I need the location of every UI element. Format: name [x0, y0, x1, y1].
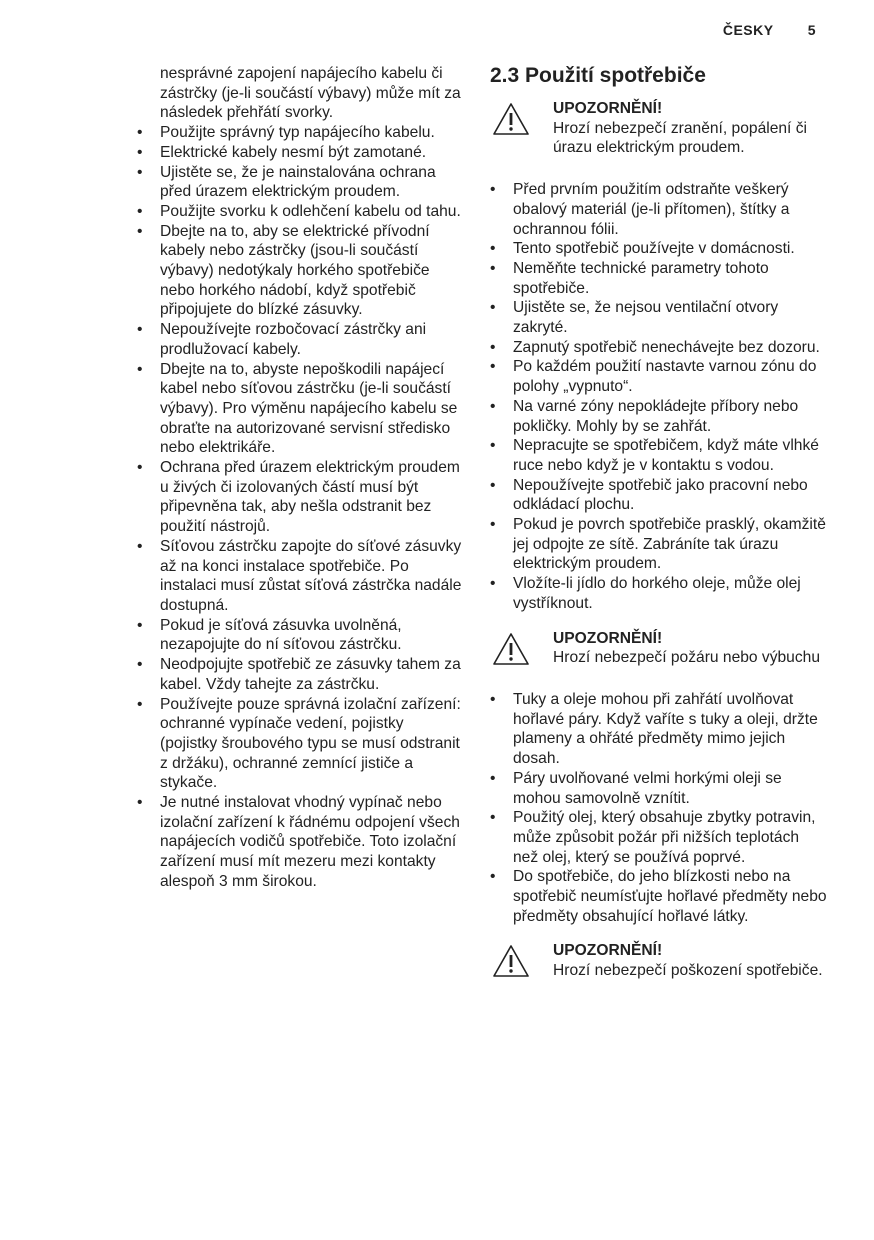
warning-triangle-icon [492, 102, 530, 136]
list-item: • Nepoužívejte spotřebič jako pracovní nebo odkládací plochu. [488, 476, 828, 515]
warning-triangle-icon [492, 632, 530, 666]
list-item: • Po každém použití nastavte varnou zónu do polohy „vypnuto“. [488, 357, 828, 396]
page-header [723, 22, 816, 38]
list-item: • Ochrana před úrazem elektrickým proudem u živých či izolovaných částí musí být připevněna tak, aby nešla odstranit bez použití nástrojů. [135, 458, 465, 537]
list-item: • Ujistěte se, že je nainstalována ochrana před úrazem elektrickým proudem. [135, 163, 465, 202]
list-item: • Pokud je síťová zásuvka uvolněná, nezapojujte do ní síťovou zástrčku. [135, 616, 465, 655]
language-label: ČESKY [722, 22, 774, 38]
list-item: • Pokud je povrch spotřebiče prasklý, okamžitě jej odpojte ze sítě. Zabráníte tak úrazu elektrickým proudem. [488, 515, 828, 574]
warning-text: Hrozí nebezpečí požáru nebo výbuchu [553, 649, 820, 667]
right-column [488, 64, 828, 1003]
list-item: • Je nutné instalovat vhodný vypínač nebo izolační zařízení k řádnému odpojení všech napájecích vodičů spotřebiče. Toto izolační zařízení musí mít mezeru mezi kontakty alespoň 3 mm širokou. [135, 793, 465, 892]
warning-title: UPOZORNĚNÍ! [553, 100, 663, 117]
list-item: • Neodpojujte spotřebič ze zásuvky tahem za kabel. Vždy tahejte za zástrčku. [135, 655, 465, 694]
list-item: • Nepracujte se spotřebičem, když máte vlhké ruce nebo když je v kontaktu s vodou. [488, 436, 828, 475]
list-item: • Zapnutý spotřebič nenechávejte bez dozoru. [488, 338, 828, 358]
list-item: • Elektrické kabely nesmí být zamotané. [135, 143, 465, 163]
list-item: • Do spotřebiče, do jeho blízkosti nebo na spotřebič neumísťujte hořlavé předměty nebo předměty obsahující hořlavé látky. [488, 867, 828, 926]
list-item: • Vložíte-li jídlo do horkého oleje, může olej vystříknout. [488, 574, 828, 613]
list-item: • Používejte pouze správná izolační zařízení: ochranné vypínače vedení, pojistky (pojistky šroubového typu se musí odstranit z držáku), ochranné zemnící jističe a stykače. [135, 695, 465, 794]
list-item: • Dbejte na to, aby se elektrické přívodní kabely nebo zástrčky (jsou-li součástí výbavy) nedotýkaly horkého spotřebiče nebo horkého nádobí, když spotřebič připojujete do blízké zásuvky. [135, 222, 465, 321]
warning-text: Hrozí nebezpečí zranění, popálení či úrazu elektrickým proudem. [553, 119, 807, 157]
section-heading: 2.3 Použití spotřebiče [490, 64, 706, 87]
warning-triangle-icon [492, 944, 530, 978]
list-item: • Použitý olej, který obsahuje zbytky potravin, může způsobit požár při nižších teplotách než olej, který se používá poprvé. [488, 808, 828, 867]
list-item-continuation: nesprávné zapojení napájecího kabelu či zástrčky (je-li součástí výbavy) může mít za následek přehřátí svorky. [160, 65, 461, 122]
list-item: • Tento spotřebič používejte v domácnosti. [488, 239, 828, 259]
list-item: • Síťovou zástrčku zapojte do síťové zásuvky až na konci instalace spotřebiče. Po instalaci musí zůstat síťová zástrčka nadále dostupná. [135, 537, 465, 616]
left-column [135, 64, 465, 892]
warning-title: UPOZORNĚNÍ! [553, 942, 663, 960]
warning-title: UPOZORNĚNÍ! [553, 629, 663, 647]
safety-list-usage [488, 180, 828, 613]
list-item: • Použijte správný typ napájecího kabelu. [135, 123, 465, 143]
list-item: • Dbejte na to, abyste nepoškodili napájecí kabel nebo síťovou zástrčku (je-li součástí výbavy). Pro výměnu napájecího kabelu se obraťte na autorizované servisní středisko nebo elektrikáře. [135, 360, 465, 459]
safety-list-left [135, 64, 465, 892]
list-item: • Před prvním použitím odstraňte veškerý obalový materiál (je-li přítomen), štítky a ochrannou fólii. [488, 180, 828, 239]
list-item: • Použijte svorku k odlehčení kabelu od tahu. [135, 202, 465, 222]
list-item: • Neměňte technické parametry tohoto spotřebiče. [488, 259, 828, 298]
page-number: 5 [807, 22, 816, 38]
warning-box [488, 629, 828, 668]
list-item: • Ujistěte se, že nejsou ventilační otvory zakryté. [488, 298, 828, 337]
warning-text: Hrozí nebezpečí poškození spotřebiče. [553, 962, 823, 980]
list-item: • Tuky a oleje mohou při zahřátí uvolňovat hořlavé páry. Když vaříte s tuky a oleji, držte plameny a ohřáté předměty mimo jejich dosah. [488, 690, 828, 769]
list-item: • Na varné zóny nepokládejte příbory nebo pokličky. Mohly by se zahřát. [488, 397, 828, 436]
list-item: • Nepoužívejte rozbočovací zástrčky ani prodlužovací kabely. [135, 320, 465, 359]
safety-list-fire [488, 690, 828, 926]
warning-box [488, 941, 828, 980]
list-item: • Páry uvolňované velmi horkými oleji se mohou samovolně vznítit. [488, 769, 828, 808]
warning-box [488, 99, 828, 158]
